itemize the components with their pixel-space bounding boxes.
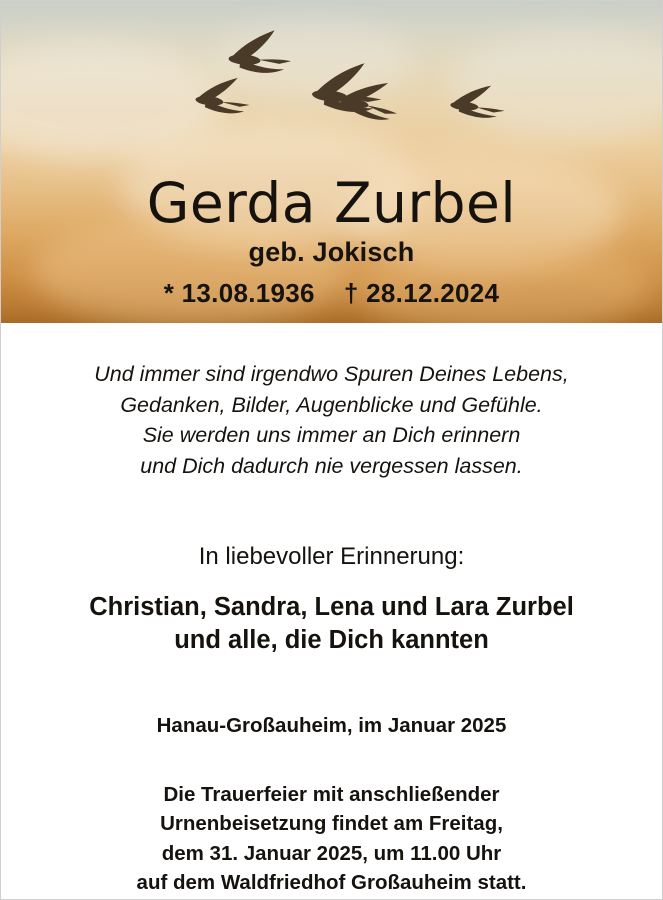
ceremony-details bbox=[35, 780, 628, 896]
ceremony-line: Die Trauerfeier mit anschließender bbox=[163, 783, 500, 807]
memory-lead: In liebevoller Erinnerung: bbox=[198, 543, 465, 571]
poem-line: Sie werden uns immer an Dich erinnern bbox=[142, 423, 521, 448]
birth-symbol: * bbox=[163, 278, 175, 308]
cloud-shape bbox=[452, 31, 662, 141]
poem-line: Gedanken, Bilder, Augenblicke und Gefühle. bbox=[120, 392, 543, 417]
poem bbox=[35, 359, 628, 481]
maiden-name: geb. Jokisch bbox=[248, 237, 415, 267]
ceremony-line: auf dem Waldfriedhof Großauheim statt. bbox=[136, 870, 527, 894]
hero-text-block bbox=[1, 170, 662, 309]
life-dates bbox=[1, 278, 662, 309]
notice-body bbox=[1, 323, 662, 897]
birth-date: 13.08.1936 bbox=[181, 278, 315, 308]
family-line: Christian, Sandra, Lena und Lara Zurbel bbox=[89, 593, 574, 622]
death-date: 28.12.2024 bbox=[366, 278, 500, 308]
place-and-date: Hanau-Großauheim, im Januar 2025 bbox=[156, 714, 507, 738]
page-title: Gerda Zurbel bbox=[146, 170, 517, 235]
death-symbol: † bbox=[343, 278, 359, 308]
family-line: und alle, die Dich kannten bbox=[174, 625, 489, 654]
header-image-sky bbox=[1, 1, 662, 323]
poem-line: Und immer sind irgendwo Spuren Deines Lebens, bbox=[94, 362, 569, 386]
poem-line: und Dich dadurch nie vergessen lassen. bbox=[140, 453, 523, 478]
cloud-shape bbox=[211, 21, 411, 101]
family-names bbox=[35, 591, 628, 656]
ceremony-line: dem 31. Januar 2025, um 11.00 Uhr bbox=[161, 841, 502, 865]
ceremony-line: Urnenbeisetzung findet am Freitag, bbox=[160, 812, 503, 836]
